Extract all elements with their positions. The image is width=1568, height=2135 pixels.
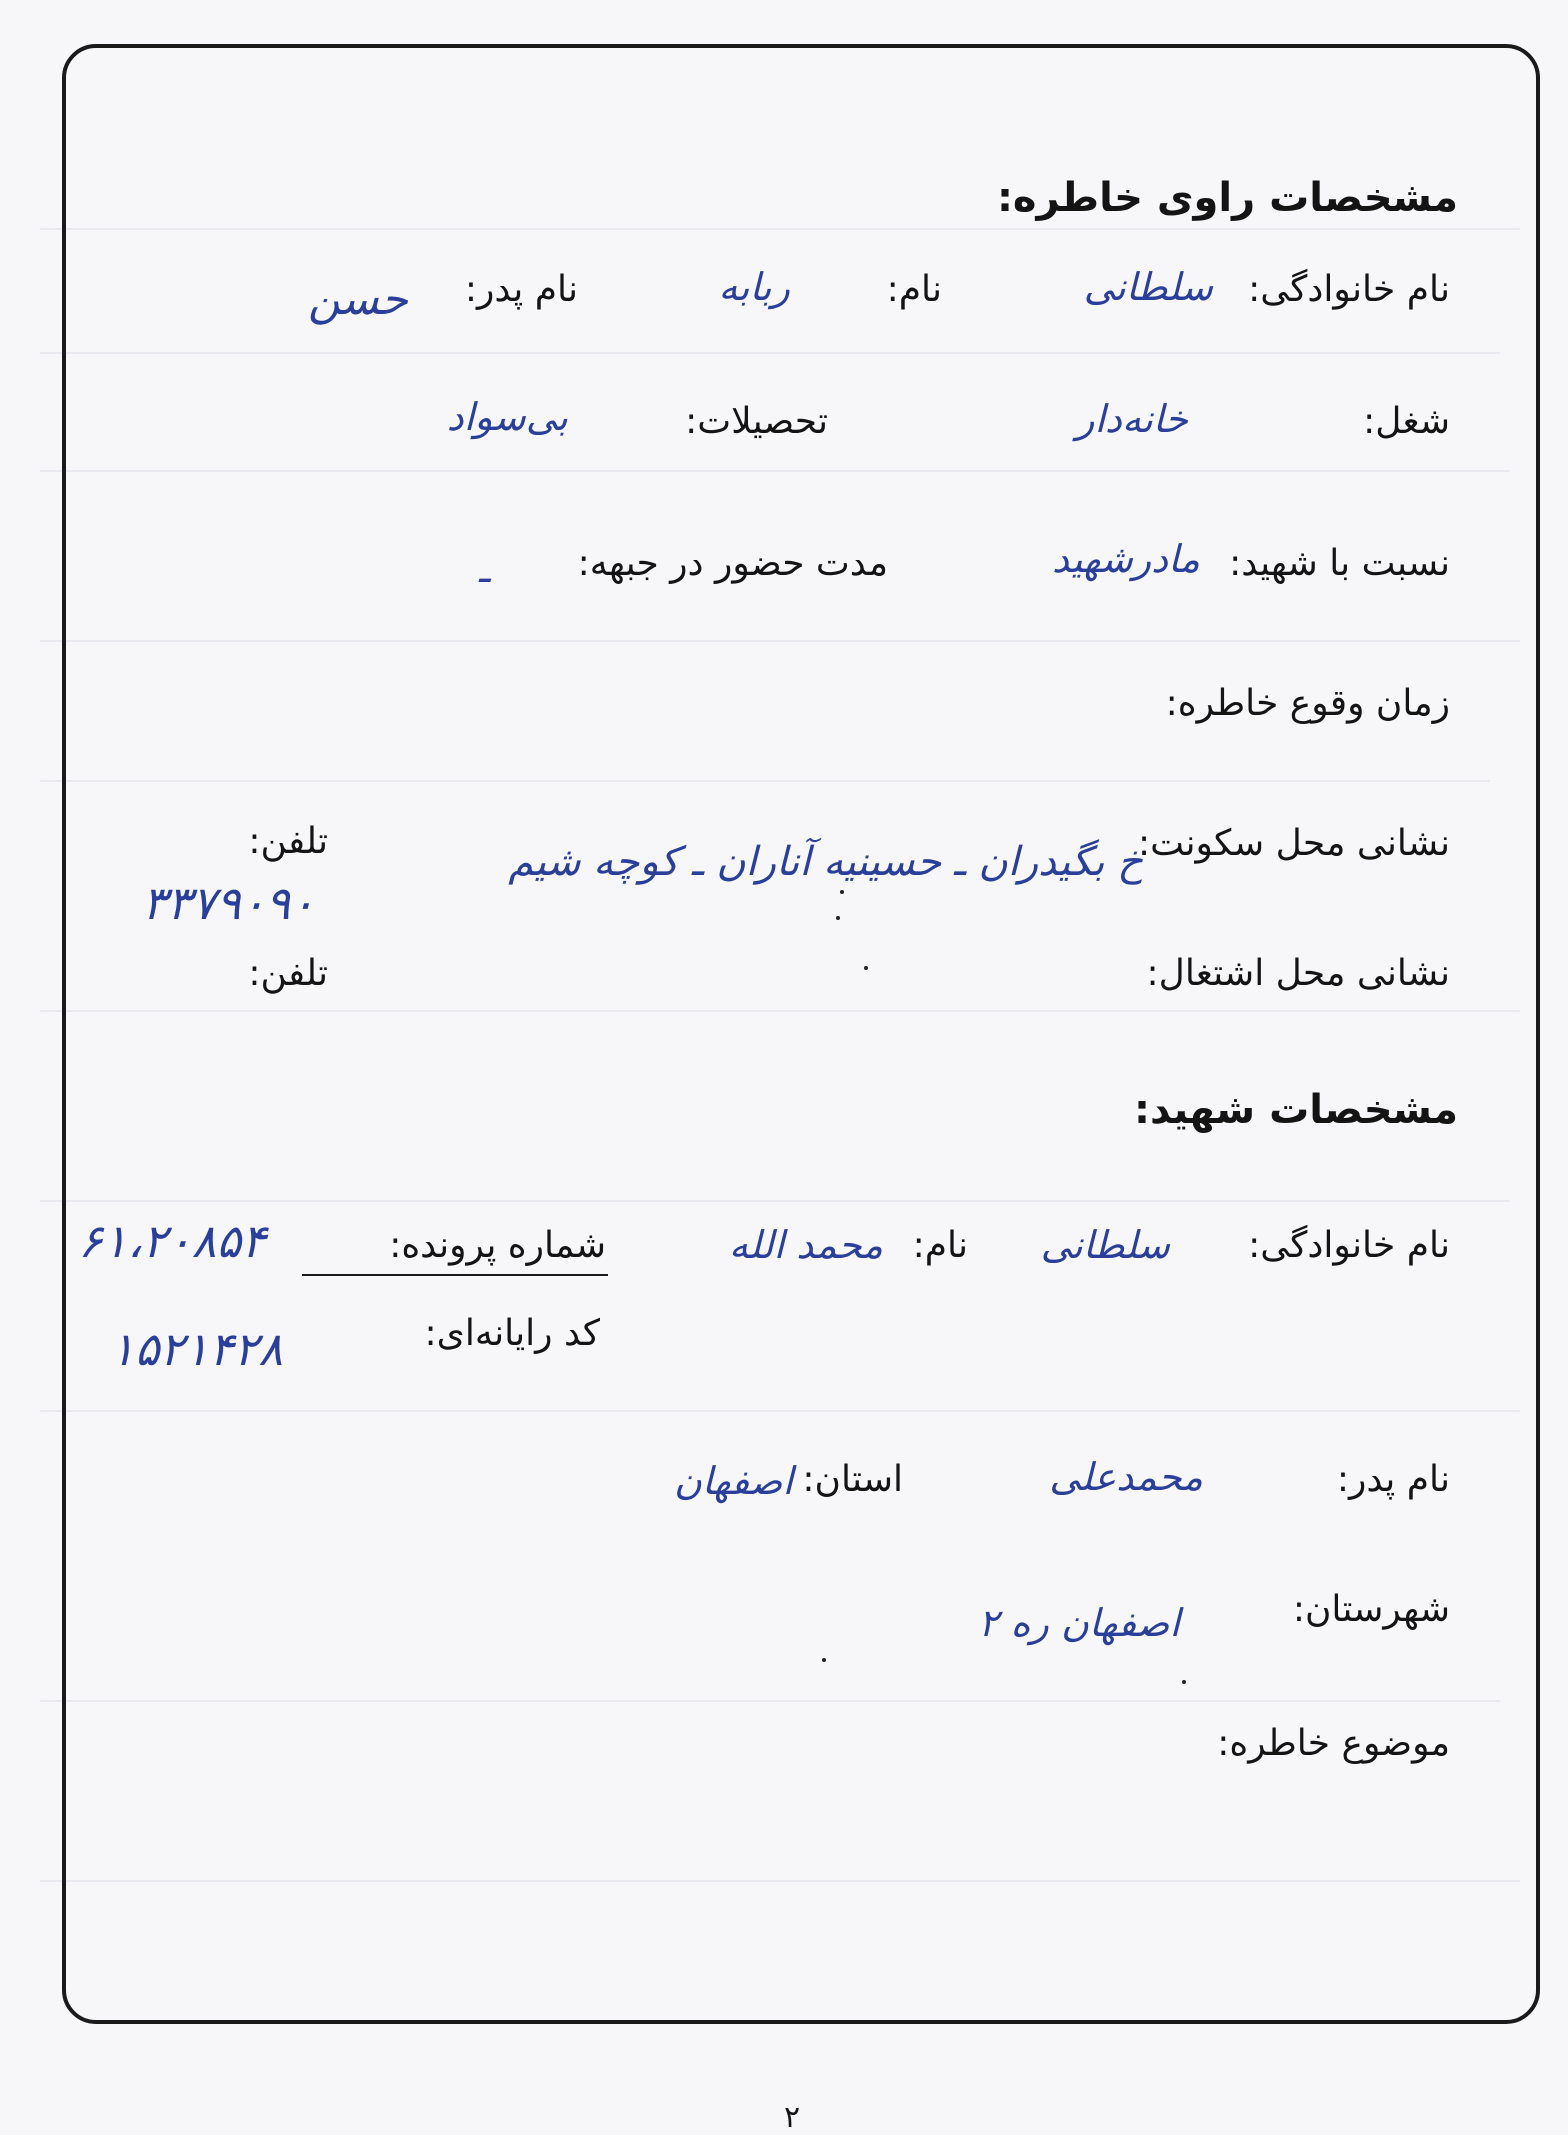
narrator-heading: مشخصات راوی خاطره: xyxy=(996,175,1458,221)
narrator-name-value: ربابه xyxy=(718,265,790,309)
relation-value: مادرشهید xyxy=(1052,537,1200,581)
residence-phone-label: تلفن: xyxy=(248,821,328,862)
file-number-value: ۶۱،۲۰۸۵۴ xyxy=(78,1214,266,1268)
martyr-name-value: محمد الله xyxy=(729,1223,883,1267)
province-label: استان: xyxy=(802,1459,903,1500)
province-value: اصفهان xyxy=(673,1459,793,1503)
residence-address-value: خ بگیدران ـ حسینیه آناران ـ کوچه شیم xyxy=(508,839,1143,885)
file-number-underline xyxy=(302,1274,608,1276)
education-value: بی‌سواد xyxy=(446,395,568,439)
education-label: تحصیلات: xyxy=(685,401,828,442)
ink-speck xyxy=(864,966,868,970)
front-duration-value: ـ xyxy=(478,547,490,591)
work-phone-label: تلفن: xyxy=(248,953,328,994)
martyr-name-label: نام: xyxy=(912,1225,968,1266)
martyr-family-name-label: نام خانوادگی: xyxy=(1248,1225,1450,1266)
memory-subject-label: موضوع خاطره: xyxy=(1217,1723,1450,1764)
martyr-father-name-value: محمدعلی xyxy=(1049,1455,1203,1499)
ink-speck xyxy=(836,916,840,920)
occupation-value: خانه‌دار xyxy=(1076,397,1188,441)
martyr-father-name-label: نام پدر: xyxy=(1336,1459,1450,1500)
narrator-family-name-label: نام خانوادگی: xyxy=(1248,269,1450,310)
computer-code-label: کد رایانه‌ای: xyxy=(424,1313,600,1354)
ink-speck xyxy=(1182,1680,1186,1684)
martyr-heading: مشخصات شهید: xyxy=(1133,1087,1458,1133)
page-number: ۲ xyxy=(784,2100,801,2135)
narrator-father-name-value: حسن xyxy=(308,274,408,325)
ink-speck xyxy=(822,1658,826,1662)
residence-address-label: نشانی محل سکونت: xyxy=(1138,823,1450,864)
city-label: شهرستان: xyxy=(1292,1589,1450,1630)
city-value: اصفهان ره ۲ xyxy=(978,1601,1180,1645)
martyr-family-name-value: سلطانی xyxy=(1040,1223,1170,1267)
narrator-family-name-value: سلطانی xyxy=(1083,265,1213,309)
memory-time-label: زمان وقوع خاطره: xyxy=(1165,683,1450,724)
work-address-label: نشانی محل اشتغال: xyxy=(1146,953,1450,994)
occupation-label: شغل: xyxy=(1363,401,1450,442)
computer-code-value: ۱۵۲۱۴۲۸ xyxy=(110,1322,283,1376)
file-number-label: شماره پرونده: xyxy=(389,1225,606,1266)
narrator-father-name-label: نام پدر: xyxy=(464,269,578,310)
front-duration-label: مدت حضور در جبهه: xyxy=(577,543,888,584)
relation-label: نسبت با شهید: xyxy=(1229,543,1450,584)
ink-speck xyxy=(840,890,844,894)
narrator-name-label: نام: xyxy=(886,269,942,310)
residence-phone-value: ۳۳۷۹۰۹۰ xyxy=(142,876,315,930)
